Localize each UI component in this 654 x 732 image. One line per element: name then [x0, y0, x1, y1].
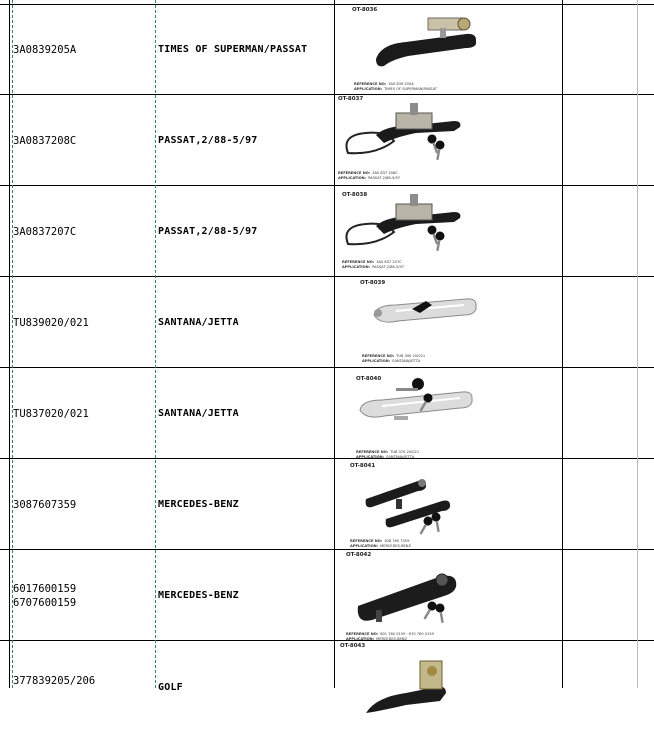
- door-handle-drawing: [336, 459, 562, 550]
- model-label: OT-8039: [360, 280, 386, 286]
- reference-code-cell[interactable]: [13, 277, 155, 368]
- table-row: [0, 550, 654, 641]
- door-handle-drawing: [336, 277, 562, 368]
- reference-code: 3A0839205A: [13, 43, 77, 56]
- caption-label: APPLICATION:: [354, 87, 383, 91]
- handle-post: [376, 610, 382, 622]
- lock-rod: [410, 194, 418, 206]
- door-handle-drawing: [336, 95, 562, 186]
- table-row: [0, 641, 654, 732]
- application-text: MERCEDES-BENZ: [158, 590, 239, 601]
- key-blade: [396, 388, 418, 391]
- table-row: [0, 95, 654, 186]
- reference-code: 3A0837208C: [13, 134, 77, 147]
- reference-code: 6707600159: [13, 596, 77, 609]
- key-icon: [435, 603, 447, 624]
- handle-body: [360, 392, 472, 417]
- model-label: OT-8036: [352, 7, 378, 13]
- caption-value: SANTANA/JETTA: [392, 359, 421, 363]
- caption-value: TU8 390 20/021: [396, 354, 426, 358]
- grid-line: [334, 0, 335, 688]
- product-photo: [336, 95, 562, 186]
- lock-rod: [410, 103, 418, 115]
- handle-body: [366, 687, 446, 713]
- reference-code-cell[interactable]: [13, 641, 155, 732]
- product-photo: [336, 641, 562, 732]
- caption-label: APPLICATION:: [356, 455, 385, 459]
- lock-barrel: [374, 309, 382, 317]
- lock-mechanism: [396, 113, 432, 129]
- product-photo: [336, 277, 562, 368]
- product-photo: [336, 550, 562, 641]
- model-label: OT-8038: [342, 192, 368, 198]
- lock-mechanism: [396, 204, 432, 220]
- application-cell[interactable]: [158, 550, 334, 641]
- model-label: OT-8043: [340, 643, 366, 649]
- application-text: PASSAT,2/88-5/97: [158, 135, 258, 146]
- caption-label: APPLICATION:: [362, 359, 391, 363]
- door-handle-drawing: [336, 368, 562, 459]
- table-row: [0, 4, 654, 95]
- lock-barrel: [427, 666, 437, 676]
- caption-value: 3A0 837 207C: [376, 260, 402, 264]
- application-text: SANTANA/JETTA: [158, 408, 239, 419]
- application-text: SANTANA/JETTA: [158, 317, 239, 328]
- handle-tab: [394, 416, 408, 420]
- handle-body: [386, 501, 450, 528]
- grid-line: [155, 0, 156, 688]
- table-row: [0, 277, 654, 368]
- caption-value: TU8 370 20/021: [390, 450, 420, 454]
- reference-code: TU839020/021: [13, 316, 89, 329]
- caption-label: APPLICATION:: [350, 544, 379, 548]
- product-photo: [336, 4, 562, 95]
- caption-value: SANTANA/JETTA: [386, 455, 415, 459]
- caption-label: REFERENCE NO:: [338, 171, 371, 175]
- reference-code-cell[interactable]: [13, 4, 155, 95]
- model-label: OT-8037: [338, 96, 364, 102]
- product-photo: [336, 186, 562, 277]
- application-cell[interactable]: [158, 641, 334, 732]
- caption-label: REFERENCE NO:: [346, 632, 379, 636]
- caption-label: REFERENCE NO:: [362, 354, 395, 358]
- product-photo: [336, 368, 562, 459]
- application-cell[interactable]: [158, 95, 334, 186]
- reference-code: 3A0837207C: [13, 225, 77, 238]
- application-text: MERCEDES-BENZ: [158, 499, 239, 510]
- application-text: GOLF: [158, 682, 183, 693]
- lock-barrel: [418, 479, 426, 487]
- caption-value: PASSAT,2/88-5/97: [368, 176, 401, 180]
- product-photo: [336, 459, 562, 550]
- caption-value: 601 760 0159 · 670 760 0159: [380, 632, 434, 636]
- lock-rod: [440, 28, 446, 38]
- application-text: TIMES OF SUPERMAN/PASSAT: [158, 44, 308, 55]
- reference-code-cell[interactable]: [13, 95, 155, 186]
- caption-label: REFERENCE NO:: [350, 539, 383, 543]
- caption-value: MERCEDES-BENZ: [380, 544, 411, 548]
- row-border: [0, 4, 654, 5]
- grid-line: [9, 0, 10, 688]
- caption-label: REFERENCE NO:: [354, 82, 387, 86]
- application-cell[interactable]: [158, 277, 334, 368]
- caption-label: APPLICATION:: [338, 176, 367, 180]
- application-cell[interactable]: [158, 186, 334, 277]
- reference-code-cell[interactable]: [13, 368, 155, 459]
- caption-value: TIMES OF SUPERMAN/PASSAT: [384, 87, 437, 91]
- application-cell[interactable]: [158, 368, 334, 459]
- caption-label: APPLICATION:: [346, 637, 375, 641]
- model-label: OT-8040: [356, 376, 382, 382]
- caption-label: REFERENCE NO:: [356, 450, 389, 454]
- reference-code: 3087607359: [13, 498, 77, 511]
- reference-code: TU837020/021: [13, 407, 89, 420]
- reference-code-cell[interactable]: [13, 550, 155, 641]
- grid-line: [637, 0, 638, 688]
- table-row: [0, 186, 654, 277]
- application-cell[interactable]: [158, 459, 334, 550]
- handle-post: [396, 499, 402, 509]
- caption-value: 3A0 837 208C: [372, 171, 398, 175]
- application-text: PASSAT,2/88-5/97: [158, 226, 258, 237]
- reference-code: 6017600159: [13, 582, 77, 595]
- grid-line: [12, 0, 13, 688]
- caption-label: APPLICATION:: [342, 265, 371, 269]
- door-handle-drawing: [336, 550, 562, 641]
- application-cell[interactable]: [158, 4, 334, 95]
- caption-value: PASSAT,2/88-5/97: [372, 265, 405, 269]
- caption-value: 308 760 7359: [384, 539, 410, 543]
- reference-code-cell[interactable]: [13, 459, 155, 550]
- key-icon: [421, 600, 439, 621]
- door-handle-drawing: [336, 186, 562, 277]
- reference-code: 377839205/206: [13, 675, 96, 687]
- caption-label: REFERENCE NO:: [342, 260, 375, 264]
- handle-body: [376, 34, 476, 66]
- caption-value: MERCEDES-BENZ: [376, 637, 407, 641]
- model-label: OT-8041: [350, 463, 376, 469]
- reference-code-cell[interactable]: [13, 186, 155, 277]
- handle-body: [366, 481, 426, 508]
- top-strip: [0, 0, 654, 3]
- table-row: [0, 459, 654, 550]
- door-handle-drawing: [336, 4, 562, 95]
- lock-barrel: [436, 574, 448, 586]
- grid-line: [562, 0, 563, 688]
- key-icon: [431, 512, 443, 533]
- caption-value: 3A0 839 205A: [388, 82, 414, 86]
- door-handle-drawing: [336, 641, 562, 732]
- lock-barrel: [458, 18, 470, 30]
- table-row: [0, 368, 654, 459]
- model-label: OT-8042: [346, 552, 372, 558]
